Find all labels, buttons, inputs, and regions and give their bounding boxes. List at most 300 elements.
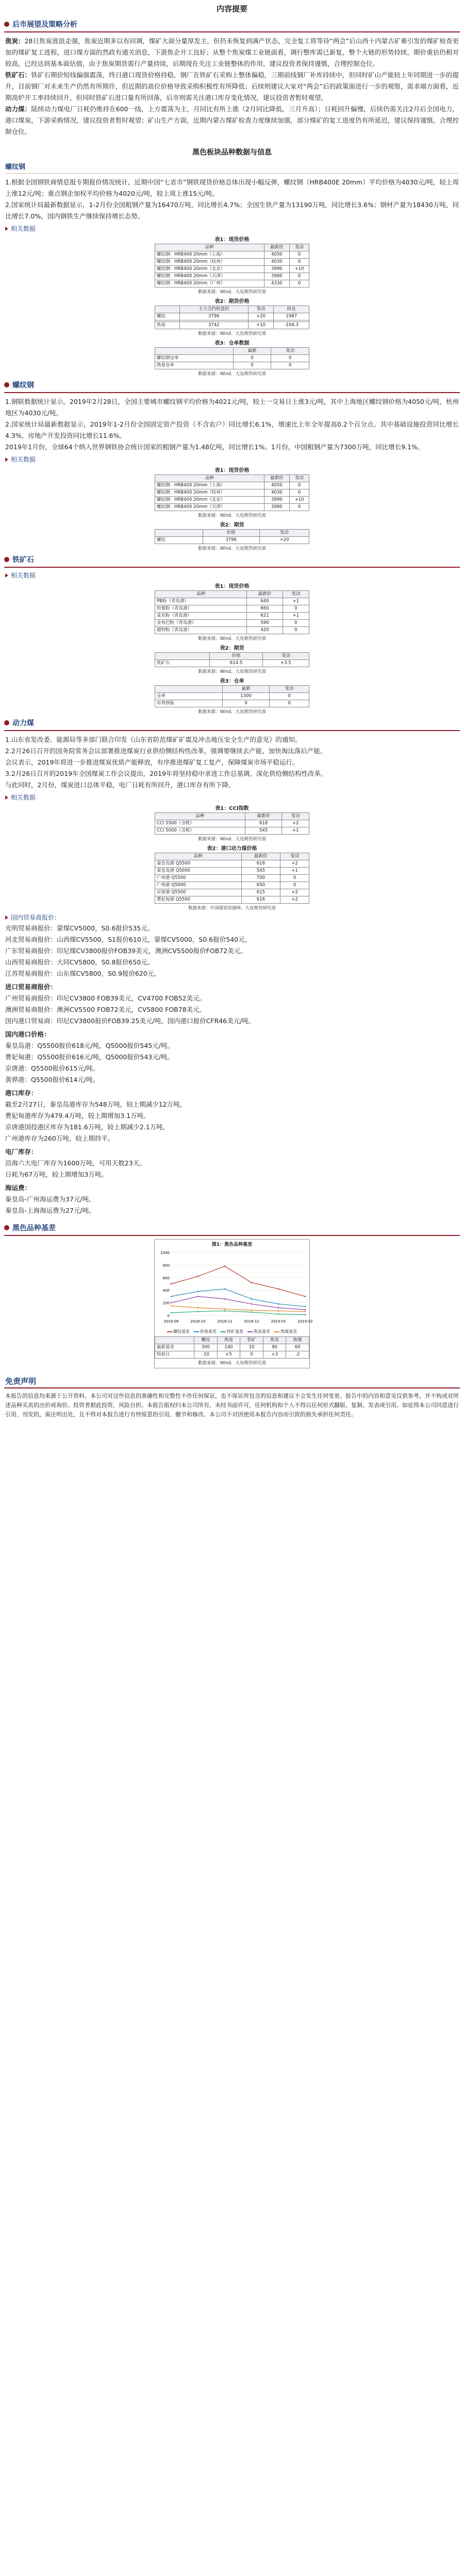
paragraph: 1.根据全国钢铁商情息报专期报价情况统计，近期中国“七省市”钢铁现货价格总体出现小幅反弹，螺纹钢（HRB400E 20mm）平均价格为4030元/吨，较上周上涨12元/吨；重点钢企加权平均价格为4020元/吨，较上周上涨15元/吨。 [5,178,459,197]
data-table [155,347,309,369]
table-cell: 4030 [264,489,289,497]
table-cell: 4330 [264,280,289,287]
table-cell: 1987 [274,313,309,320]
legend-swatch [247,1331,253,1332]
legend-item [274,1329,297,1334]
table-cell: 660 [247,605,283,613]
table-row [155,355,309,362]
basis-table [155,1336,309,1359]
table-cell: 420 [247,627,283,634]
data-point [251,1310,253,1311]
data-table [155,685,309,707]
table-row [155,620,309,627]
table-header-cell: 变动 [282,813,309,820]
data-point [278,1307,279,1309]
y-tick-label: 1000 [160,1251,170,1255]
table-header-cell: 价格 [210,653,262,660]
table-cell: 3980 [264,273,289,280]
table-cell: -10 [194,1351,218,1359]
table-cell: 螺纹钢：HRB400 20mm（杭州） [155,259,264,266]
table-source: 数据来源：Wind、大连期货研究部 [198,546,266,551]
table-cell: +1 [283,613,309,620]
section-divider [4,567,460,568]
table-cell: +2 [280,889,309,896]
table-cell: +5 [217,1351,240,1359]
table-row [155,322,309,329]
table-row [155,280,309,287]
table-cell: 4030 [264,259,289,266]
table-cell: 螺纹钢：HRB400 20mm（天津） [155,273,264,280]
table-row [155,889,309,896]
table-cell: 4050 [264,251,289,259]
table-cell: +3.5 [262,660,309,667]
data-table [155,529,309,544]
table-cell: 广州港 Q5000 [155,882,242,889]
table-row [155,273,309,280]
data-point [224,1266,226,1267]
table-cell: CCI 5500（含税） [155,820,245,827]
table-cell: 3796 [203,537,259,544]
table-cell: 618 [245,820,281,827]
table-cell: 仓单 [155,693,223,700]
table-header-cell [155,348,234,355]
table-cell: 螺纹钢：HRB400 20mm（北京） [155,266,264,273]
paragraph: 澳洲贸易商报价：澳洲CV5500 FOB72美元，CV5800 FOB78美元。 [5,1006,206,1013]
table-cell: 0 [270,693,309,700]
table-cell: 热卷仓单 [155,362,234,369]
table-cell: 3990 [264,497,289,504]
table-header-cell: 变动 [290,475,309,482]
series-line [171,1266,305,1297]
table-cell: 614.5 [210,660,262,667]
paragraph: 秦皇岛港：Q5500报价618元/吨，Q5000报价545元/吨。 [5,1042,174,1049]
data-point [305,1311,306,1312]
table-title: 表1：CCI指数 [215,806,249,811]
legend-label: 螺纹基差 [173,1329,190,1334]
paragraph: 1.钢联数据统计显示，2019年2月28日，全国主要城市螺纹钢平均价格为4021元/吨，较上一交易日上涨3元/吨，其中上海地区螺纹钢价格为4050元/吨，杭州地区为4030元/吨。 [5,398,459,417]
y-tick-label: 600 [162,1276,170,1280]
data-point [224,1310,226,1312]
table-cell: 590 [247,620,283,627]
data-table [155,652,309,667]
bullet-icon [4,557,9,562]
paragraph: 铁矿石：铁矿石期价短线偏强震荡，终日港口现货价格持稳，钢厂在铁矿石采购上整体偏稳，三期前线钢厂补库持续中，但同时矿山产能较上年同期进一步的提升，目前钢厂对未来生产仍然有所期许，但近期的高位价格导致采购积极性有所降低；后续则建议大家对“两会”后的政策面进行一步的观察，需求端方面看，近期高炉开工率持续回升，但同时铁矿石进口量有所回落，后市则需关注港口库存变化情况，建议投资者暂时观望。 [5,71,459,101]
section-header-basis [4,1223,460,1233]
table-cell: +20 [259,537,309,544]
paragraph-lead: 铁矿石： [5,71,31,79]
table-title: 表3：仓单 [220,679,244,684]
data-table [155,812,309,835]
related-quotes-label: 国内贸易商报价： [5,913,459,922]
table-cell: CCI 5000（含税） [155,827,245,835]
data-point [305,1296,306,1297]
paragraph: 国内港口贸易商：印尼CV3800报价FOB39.25美元/吨，国内港口报价CFR46美元/吨。 [5,1017,255,1025]
table-header-cell: 变动 [270,686,309,693]
table-header-cell: 变动 [248,306,274,313]
coal-freight-head: 海运费： [5,1184,31,1192]
table-header-cell: 品种 [155,244,264,251]
table-header-cell: 主力合约收盘价 [179,306,248,313]
paragraph: 山西贸易商报价：大同CV5800，S0.8报价650元。 [5,958,154,966]
table-cell: 0 [233,355,271,362]
legend-swatch [274,1331,279,1332]
paragraph: 广东贸易商报价：印尼煤CV3800报价FOB39美元，澳洲CV5500报价FOB72美元。 [5,947,247,955]
paragraph: 京唐港国投港区库存为181.6万吨，较上期减少2.1万吨。 [5,1123,170,1131]
legend-swatch [194,1331,199,1332]
paragraph: 京唐港：Q5500报价615元/吨。 [5,1064,100,1072]
section-header-ore [4,554,460,565]
document-title: 内容提要 [216,4,247,13]
table-header-cell: 热卷 [217,1337,240,1344]
paragraph: 3.2月26日召开的2019年全国煤炭工作会议提出，2019年将坚持稳中求进工作总基调，深化供给侧结构性改革。 [5,770,327,777]
bullet-icon [4,382,9,387]
table-cell: 最新基差 [155,1344,194,1351]
table-title: 表2：期货 [220,646,244,651]
table-cell: 螺纹钢：HRB400 20mm（上海） [155,251,264,259]
table-cell: +10 [290,266,309,273]
table-cell: 0 [222,700,269,707]
related-data-label: 相关数据 [5,571,459,580]
table-source: 数据来源：Wind、大连期货研究部 [198,709,266,715]
coal-stock-head: 港口库存： [5,1089,38,1097]
y-tick-label: 800 [162,1263,170,1268]
paragraph-lead: 动力煤： [5,105,31,113]
table-cell: 0 [290,251,309,259]
data-point [171,1283,172,1285]
table-cell: 螺纹 [155,537,203,544]
legend-label: 热卷基差 [200,1329,217,1334]
rebar-paragraphs [0,177,464,222]
section-header-outlook [4,19,460,29]
table-cell: +10 [290,497,309,504]
table-cell: 700 [241,875,280,882]
table-cell: 3796 [179,313,248,320]
table-header-cell: 最新价 [241,853,280,860]
legend-swatch [221,1331,226,1332]
table-cell: 螺纹钢：HRB400 20mm（杭州） [155,489,264,497]
triangle-icon [5,457,8,462]
related-data-label: 相关数据 [5,224,459,233]
legend-label: 铁矿基差 [227,1329,243,1334]
section-divider [4,31,460,32]
data-point [251,1298,253,1300]
table-cell: 640 [247,598,283,605]
data-table [155,306,309,329]
paragraph: 与此同时，2月份，煤炭进口总体平稳，电厂日耗有所回升，港口库存有所下降。 [5,781,235,789]
data-point [305,1314,306,1315]
table-header-cell: 铁矿 [240,1337,263,1344]
paragraph: 1.山东省发改委、能源局等多部门联合印发《山东省防范煤矿矿震及冲击地压安全生产的意见》的通知。 [5,736,302,743]
section-divider [4,1387,460,1388]
table-cell: 621 [247,613,283,620]
table-title: 表1：现货价格 [214,584,250,589]
table-header-cell: 品种 [155,591,247,598]
disclaimer-title: 免责声明 [5,1377,37,1386]
table-cell: 0 [290,280,309,287]
related-data-label: 相关数据 [5,455,459,464]
x-tick-label: 2018-12 [244,1319,259,1324]
table-cell: -2 [286,1351,309,1359]
legend-swatch [167,1331,172,1332]
table-cell: +3 [263,1351,286,1359]
table-row [155,882,309,889]
triangle-icon [5,573,8,578]
table-cell: 热卷 [155,322,180,329]
x-tick-label: 2019-02 [297,1319,313,1324]
disclaimer-text: 本报告的信息均来源于公开资料，本公司对这些信息的准确性和完整性不作任何保证，也不保证所包含的信息和建议不会发生任何变更。报告中的内容和意见仅供参考，并不构成对所述品种买卖的出价或询价。投资者据此投资，风险自担。本报告版权归本公司所有，未经书面许可，任何机构和个人不得以任何形式翻版、复制、发表或引用。如征得本公司同意进行引用、刊发的，需注明出处，且不得对本报告进行有悖原意的引用、删节和修改。本公司不对因使用本报告内容而引致的损失承担任何责任。 [5,1393,459,1418]
table-cell: 0 [280,875,309,882]
table-row [155,693,309,700]
coal-plant-lines [0,1158,464,1180]
table-source: 数据来源：Wind、大连期货研究部 [198,669,266,674]
legend-item [247,1329,270,1334]
series-line [171,1311,305,1314]
table-cell: 650 [241,882,280,889]
data-point [197,1311,199,1312]
table-futures-price [155,297,309,336]
table-cell: 京唐港 Q5500 [155,889,242,896]
table-cell: 615 [241,889,280,896]
table-cell: 90 [263,1344,286,1351]
section-divider [4,730,460,731]
coal-plant-head: 电厂库存： [5,1148,38,1156]
chart-source: 数据来源：Wind、大连期货研究部 [198,1361,266,1366]
table-cell: 螺纹钢：HRB400 20mm（北京） [155,497,264,504]
table-cell: +1 [280,868,309,875]
table-header-cell [155,306,180,313]
data-point [251,1312,253,1313]
table-header-cell: 最新价 [245,813,281,820]
table-cell: 0 [271,362,309,369]
table-cell: 有效预报 [155,700,223,707]
data-point [305,1306,306,1308]
table-cell: 618 [241,860,280,868]
table-source: 数据来源：中国煤炭资源网、大连期货研究部 [188,906,276,911]
table-cell: 0 [290,489,309,497]
data-table [155,474,309,511]
table-cell: +20 [248,313,274,320]
legend-item [167,1329,190,1334]
table-row [155,1344,309,1351]
section-title-rebar2: 螺纹钢 [12,381,34,389]
table-cell: 3742 [179,322,248,329]
paragraph: 沿海六大电厂库存为1600万吨，可用天数23天。 [5,1159,146,1167]
table-row [155,251,309,259]
table-row [155,266,309,273]
table-warehouse-receipt [155,338,309,377]
table-cell: 广州港 Q5500 [155,875,242,882]
table-row [155,820,309,827]
table-cell: 螺纹钢：HRB400 20mm（广州） [155,280,264,287]
table-row [155,537,309,544]
table-cell: 铁矿石 [155,660,210,667]
table-cell: -104.3 [274,322,309,329]
paragraph-lead: 焦炭： [5,37,25,45]
data-point [171,1296,172,1297]
data-point [224,1298,226,1300]
table-cell: 0 [233,362,271,369]
table-row [155,660,309,667]
coal-freight-lines [0,1194,464,1216]
series-line [171,1306,305,1312]
table-header-cell: 最新价 [264,244,289,251]
table-row [155,313,309,320]
table-cell: 0 [290,259,309,266]
table-header-cell [155,653,210,660]
table-row [155,613,309,620]
table-rebar-spot [155,466,309,518]
related-data-label: 相关数据 [5,793,459,802]
table-source: 数据来源：Wind、大连期货研究部 [198,371,266,377]
table-cell: 0 [283,605,309,613]
table-source: 数据来源：Wind、大连期货研究部 [198,837,266,842]
table-header-cell: 焦炭 [263,1337,286,1344]
table-row [155,482,309,489]
table-source: 数据来源：Wind、大连期货研究部 [198,331,266,336]
table-cell: 300 [194,1344,218,1351]
table-cell: +10 [248,322,274,329]
table-header-cell: 最新价 [247,591,283,598]
table-port-coal-price [155,844,309,911]
paragraph: 黄骅港：Q5500报价614元/吨。 [5,1076,100,1083]
table-title: 表2：港口动力煤价格 [207,846,257,852]
data-point [278,1303,279,1305]
outlook-paragraphs [0,36,464,138]
paragraph: 秦皇岛-上海海运费为27元/吨。 [5,1207,95,1214]
data-point [171,1312,172,1314]
section-title-industry: 黑色板块品种数据与信息 [192,148,272,157]
table-row [155,860,309,868]
section-divider [4,1235,460,1236]
coal-import-lines [0,993,464,1027]
table-cell: 10 [240,1344,263,1351]
x-tick-label: 2019-01 [271,1319,286,1324]
paragraph: 曹妃甸港库存为479.4万吨，较上期增加3.1万吨。 [5,1112,150,1120]
coal-import-head: 进口贸易商报价： [5,983,57,991]
table-header-cell: 变动 [280,853,309,860]
legend-label: 焦煤基差 [280,1329,297,1334]
table-header-cell: 焦煤 [286,1337,309,1344]
table-cell: 1300 [222,693,269,700]
table-ore-spot [155,582,309,641]
data-table [155,590,309,634]
table-cell: 60 [286,1344,309,1351]
table-header-cell: 品种 [155,853,242,860]
data-point [171,1305,172,1307]
data-point [251,1303,253,1305]
table-title: 表2：期货 [220,522,244,528]
table-header-cell: 最新 [222,686,269,693]
table-header-cell [155,686,223,693]
paragraph: 2019年1月份，全球64个纳入世界钢铁协会统计国家的粗钢产量为1.48亿吨，同比增长1%。1月份，中国粗钢产量为7300万吨，同比增长9.1%。 [5,443,424,451]
legend-label: 焦炭基差 [254,1329,270,1334]
table-cell: 秦皇岛港 Q5000 [155,868,242,875]
table-cell: 545 [241,868,280,875]
data-point [278,1313,279,1315]
table-header-cell: 价格 [203,530,259,537]
table-header-cell: 品种 [155,475,264,482]
table-header-cell: 变动 [283,591,309,598]
table-ore-futures [155,643,309,674]
section-title-outlook: 后市展望及策略分析 [12,21,77,29]
bullet-icon [4,720,9,725]
section-header-rebar2 [4,380,460,390]
table-header-cell: 螺纹 [194,1337,218,1344]
table-row [155,700,309,707]
paragraph: 广州贸易商报价：印尼CV3800 FOB39美元，CV4700 FOB52美元。 [5,994,206,1002]
table-row [155,627,309,634]
table-header-cell: 品种 [155,813,245,820]
data-point [197,1276,199,1277]
paragraph: 截至2月27日，秦皇岛港库存为548万吨，较上期减少12万吨。 [5,1100,187,1108]
table-header-cell: 变动 [290,244,309,251]
rebar2-paragraphs [0,396,464,453]
table-title: 表3：仓单数据 [214,341,250,346]
data-point [305,1309,306,1311]
table-cell: 纽曼粉（青岛港） [155,605,247,613]
data-point [197,1296,199,1297]
table-cell: 0 [283,627,309,634]
table-cell: 0 [290,482,309,489]
table-cell: +2 [280,896,309,904]
y-tick-label: 200 [162,1301,170,1306]
y-tick-label: 0 [167,1314,170,1318]
table-cell: 545 [245,827,281,835]
table-row [155,868,309,875]
legend-item [194,1329,217,1334]
table-cell: 3980 [264,504,289,511]
table-row [155,598,309,605]
section-header-coal [4,718,460,728]
bullet-icon [4,22,9,27]
data-point [224,1309,226,1310]
section-title-basis: 黑色品种基差 [12,1224,56,1232]
table-cell: 0 [283,620,309,627]
coal-stock-lines [0,1099,464,1144]
table-cell: 0 [270,700,309,707]
table-cell: 螺纹钢：HRB400 20mm（天津） [155,504,264,511]
table-title: 表2：期货价格 [214,299,250,304]
table-cell: 螺纹钢：HRB400 20mm（上海） [155,482,264,489]
table-cell: 0 [240,1351,263,1359]
data-point [278,1288,279,1290]
table-cell: 曹妃甸港 Q5500 [155,896,242,904]
table-cell: 0 [271,355,309,362]
paragraph: 广州港库存为260万吨，较上期持平。 [5,1134,114,1142]
paragraph: 日耗为67万吨，较上期增加3万吨。 [5,1171,108,1178]
data-point [251,1282,253,1283]
paragraph: 动力煤：陆续动力煤电厂日耗仍维持在600一线，上方震荡为主，月同比有所上涨（2月同比降低，三月升高）；日耗回升偏慢，后续仍需关注2月后全国电力，港口煤炭，下游采购情况，建议投资者暂时观望；矿山生产方面，近期内蒙古煤矿检查力度继续加强，部分煤矿的复工进度仍有所延迟，建议保持谨慎，合理控制仓位。 [5,105,459,135]
table-spot-price [155,235,309,295]
chart-title: 图1：黑色品种基差 [211,1242,253,1247]
table-cell: 140 [217,1344,240,1351]
table-row [155,1351,309,1359]
data-point [197,1307,199,1309]
table-source: 数据来源：Wind、大连期货研究部 [198,636,266,641]
table-row [155,875,309,882]
paragraph: 光明贸易商报价：蒙煤CV5000，S0.6报价535元。 [5,924,154,932]
table-row [155,497,309,504]
paragraph: 2.国家统计局最新数据显示，1-2月份全国粗钢产量为16470万吨，同比增长4.7%；全国生铁产量为13190万吨，同比增长3.6%；钢材产量为18430万吨，同比增长7.0%，国内钢铁生产继续保持增长态势。 [5,201,459,220]
table-header-cell: 最新 [233,348,271,355]
x-tick-label: 2018-09 [163,1319,179,1324]
table-row [155,504,309,511]
table-header-cell [155,1337,194,1344]
paragraph: 江苏贸易商报价：山东煤CV5800，S0.9报价620元。 [5,970,160,977]
coal-port-head: 国内港口价格： [5,1030,51,1038]
paragraph: 2.2月26日召开的国务院常务会议部署推进煤炭行业供给侧结构性改革，强调要继续去产能，加快淘汰落后产能。 [5,747,327,755]
table-row [155,605,309,613]
